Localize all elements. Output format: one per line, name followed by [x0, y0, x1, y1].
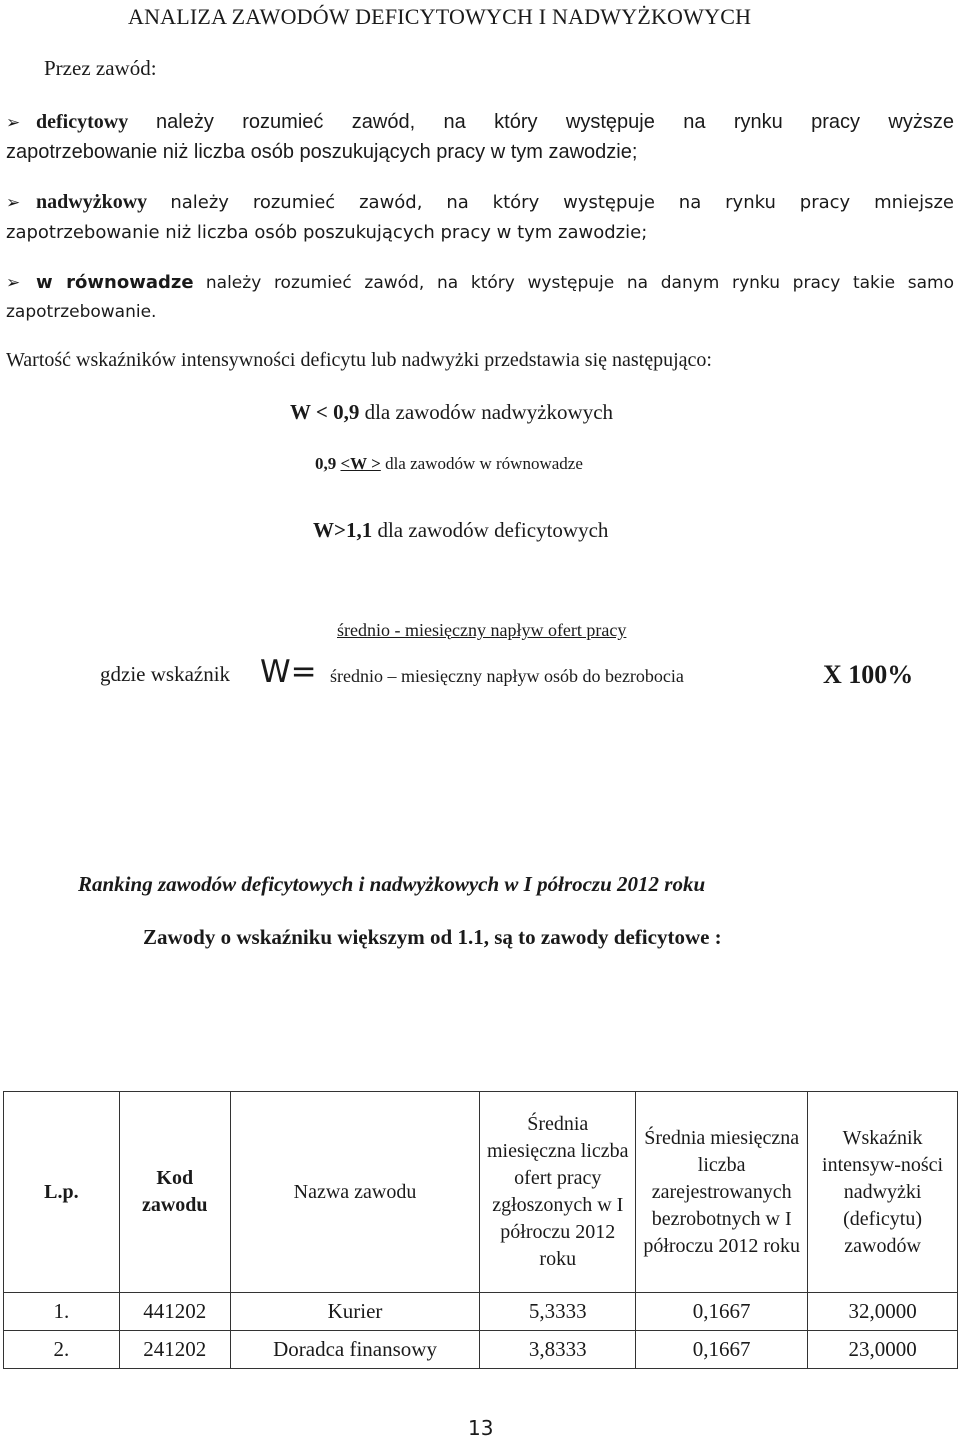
cell-lp: 1.: [4, 1293, 120, 1331]
bullet-rownowadze: [6, 268, 954, 327]
intro-text: Przez zawód:: [44, 56, 157, 80]
arrow-bullet-icon: ➢: [6, 273, 21, 293]
header-indicator: Wskaźnik intensyw-ności nadwyżki (deficytu) zawodów: [808, 1092, 958, 1293]
cell-name: Kurier: [230, 1293, 480, 1331]
table-row: [4, 1331, 958, 1369]
formula-multiplier: X 100%: [823, 660, 914, 689]
cell-unemployed: 0,1667: [636, 1293, 808, 1331]
arrow-bullet-icon: ➢: [6, 193, 21, 213]
table-header-row: [4, 1092, 958, 1293]
bullet-text: należy rozumieć zawód, na który występuje na danym rynku pracy takie samo: [205, 273, 955, 293]
bullet-term: nadwyżkowy: [36, 191, 148, 213]
bullet-nadwyzkowy: [6, 188, 954, 247]
cell-indicator: 32,0000: [808, 1293, 958, 1331]
table-row: [4, 1293, 958, 1331]
bullet-line-1: [6, 188, 954, 218]
cell-unemployed: 0,1667: [636, 1331, 808, 1369]
bullet-line-2: zapotrzebowanie niż liczba osób poszukujących pracy w tym zawodzie;: [6, 141, 638, 163]
bullet-text: należy rozumieć zawód, na który występuje na rynku pracy wyższe: [156, 111, 954, 133]
header-unemployed: Średnia miesięczna liczba zarejestrowanych bezrobotnych w I półroczu 2012 roku: [636, 1092, 808, 1293]
cell-indicator: 23,0000: [808, 1331, 958, 1369]
formula-prefix: gdzie wskaźnik: [100, 662, 231, 686]
header-lp: L.p.: [4, 1092, 120, 1293]
cell-offers: 5,3333: [480, 1293, 636, 1331]
bullet-text: należy rozumieć zawód, na który występuje na rynku pracy mniejsze: [170, 192, 954, 213]
header-offers: Średnia miesięczna liczba ofert pracy zgłoszonych w I półroczu 2012 roku: [480, 1092, 636, 1293]
occupations-table: [3, 1091, 958, 1369]
cell-offers: 3,8333: [480, 1331, 636, 1369]
bullet-deficytowy: [6, 108, 954, 167]
bullet-line-2: zapotrzebowanie.: [6, 302, 157, 322]
bullet-line-1: [6, 108, 954, 138]
header-name: Nazwa zawodu: [230, 1092, 480, 1293]
formula-denominator: średnio – miesięczny napływ osób do bezrobocia: [330, 666, 684, 686]
header-code: Kod zawodu: [119, 1092, 230, 1293]
ranking-title: Ranking zawodów deficytowych i nadwyżkowych w I półroczu 2012 roku: [78, 872, 706, 896]
page-number: 13: [468, 1416, 494, 1440]
page-title: ANALIZA ZAWODÓW DEFICYTOWYCH I NADWYŻKOWYCH: [128, 4, 752, 29]
formula-deficit: W>1,1 dla zawodów deficytowych: [313, 518, 609, 542]
cell-code: 441202: [119, 1293, 230, 1331]
bullet-term: deficytowy: [36, 111, 129, 133]
deficit-section-title: Zawody o wskaźniku większym od 1.1, są to zawody deficytowe :: [143, 925, 722, 949]
arrow-bullet-icon: ➢: [6, 113, 21, 133]
formula-surplus: W < 0,9 dla zawodów nadwyżkowych: [290, 400, 614, 424]
bullet-line-2: zapotrzebowanie niż liczba osób poszukujących pracy w tym zawodzie;: [6, 222, 648, 243]
indicator-description: Wartość wskaźników intensywności deficytu lub nadwyżki przedstawia się następująco:: [6, 349, 712, 371]
cell-code: 241202: [119, 1331, 230, 1369]
bullet-line-1: [6, 268, 954, 298]
formula-balance: 0,9 <W > dla zawodów w równowadze: [315, 454, 583, 473]
cell-name: Doradca finansowy: [230, 1331, 480, 1369]
formula-w-symbol: W=: [260, 654, 317, 690]
cell-lp: 2.: [4, 1331, 120, 1369]
bullet-term: w równowadze: [36, 272, 194, 293]
formula-numerator: średnio - miesięczny napływ ofert pracy: [337, 620, 627, 640]
